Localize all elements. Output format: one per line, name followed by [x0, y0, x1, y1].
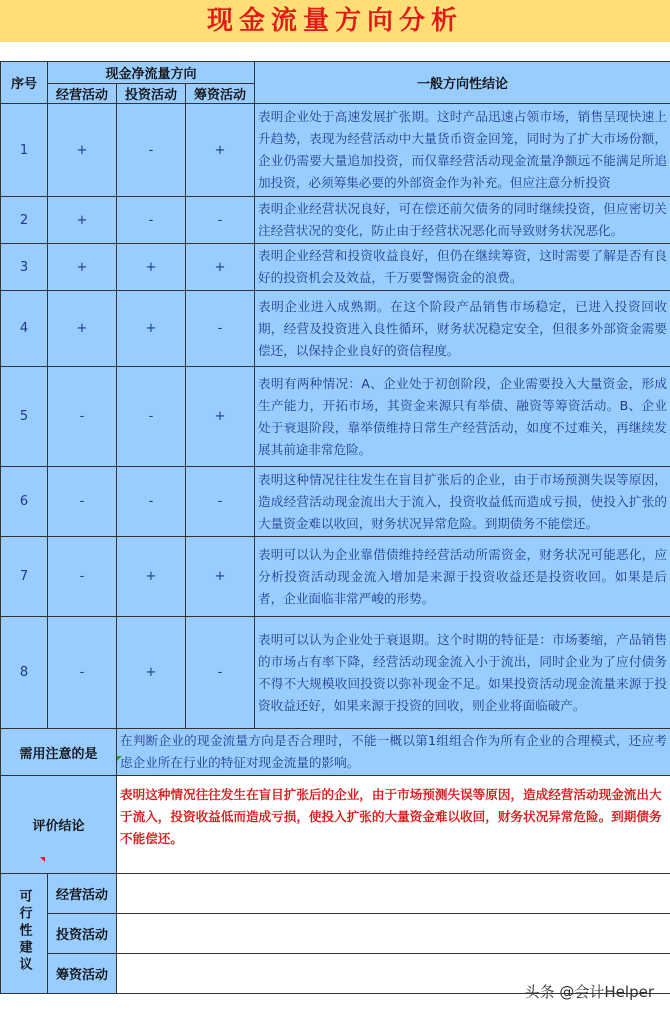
conclusion-text: 表明企业经营状况良好，可在偿还前欠债务的同时继续投资，但应密切关注经营状况的变化，防止由于经营状况恶化而导致财务状况恶化。: [255, 197, 670, 244]
conclusion-text: 表明企业处于高速发展扩张期。这时产品迅速占领市场，销售呈现快速上升趋势，表现为经营活动中大量货币资金回笼，同时为了扩大市场份额，企业仍需要大量追加投资，而仅靠经营活动现金流量净额远不能满足所追加投资，必须筹集必要的外部资金作为补充。但应注意分析投资: [255, 104, 670, 197]
row-number: 7: [1, 537, 48, 617]
operating-sign: -: [48, 617, 117, 729]
table-row: [1, 467, 670, 537]
table-row: [1, 367, 670, 467]
table-row: [1, 617, 670, 729]
financing-sign: +: [186, 537, 255, 617]
row-number: 8: [1, 617, 48, 729]
eval-text[interactable]: 表明这种情况往往发生在盲目扩张后的企业，由于市场预测失误等原因，造成经营活动现金流出大于流入，投资收益低而造成亏损，使投入扩张的大量资金难以收回，财务状况异常危险。到期债务不能偿还。: [117, 776, 670, 874]
note-row: [1, 729, 670, 776]
operating-sign: -: [48, 537, 117, 617]
eval-row: [1, 776, 670, 874]
conclusion-text: 表明有两种情况：A、企业处于初创阶段，企业需要投入大量资金，形成生产能力，开拓市场，其资金来源只有举债、融资等筹资活动。B、企业处于衰退阶段，靠举债维持日常生产经营活动，如度不过难关，再继续发展其前途非常危险。: [255, 367, 670, 467]
header-seq: 序号: [1, 62, 48, 104]
header-direction: 现金净流量方向: [48, 62, 255, 84]
financing-sign: +: [186, 367, 255, 467]
financing-sign: -: [186, 467, 255, 537]
header-investing: 投资活动: [117, 84, 186, 104]
cell-note-marker: [40, 857, 45, 862]
row-number: 4: [1, 291, 48, 367]
feasible-financing-label: 筹资活动: [48, 954, 117, 994]
operating-sign: +: [48, 197, 117, 244]
page-title: 现金流量方向分析: [0, 0, 670, 42]
table-row: [1, 291, 670, 367]
feasible-operating-input[interactable]: [117, 874, 670, 914]
investing-sign: -: [117, 467, 186, 537]
row-number: 6: [1, 467, 48, 537]
feasible-investing-input[interactable]: [117, 914, 670, 954]
investing-sign: +: [117, 537, 186, 617]
feasible-operating-label: 经营活动: [48, 874, 117, 914]
investing-sign: -: [117, 197, 186, 244]
row-number: 1: [1, 104, 48, 197]
conclusion-text: 表明企业经营和投资收益良好，但仍在继续筹资，这时需要了解是否有良好的投资机会及效益，千万要警惕资金的浪费。: [255, 244, 670, 291]
table-row: [1, 104, 670, 197]
investing-sign: -: [117, 367, 186, 467]
operating-sign: +: [48, 244, 117, 291]
watermark: 头条 @会计Helper: [524, 983, 654, 1001]
conclusion-text: 表明可以认为企业靠借债维持经营活动所需资金，财务状况可能恶化，应分析投资活动现金流入增加是来源于投资收益还是投资收回。如果是后者，企业面临非常严峻的形势。: [255, 537, 670, 617]
note-label: 需用注意的是: [1, 729, 117, 776]
operating-sign: -: [48, 467, 117, 537]
financing-sign: +: [186, 104, 255, 197]
row-number: 3: [1, 244, 48, 291]
conclusion-text: 表明这种情况往往发生在盲目扩张后的企业，由于市场预测失误等原因，造成经营活动现金流出大于流入，投资收益低而造成亏损，使投入扩张的大量资金难以收回，财务状况异常危险。到期债务不能偿还。: [255, 467, 670, 537]
header-operating: 经营活动: [48, 84, 117, 104]
conclusion-text: 表明企业进入成熟期。在这个阶段产品销售市场稳定，已进入投资回收期，经营及投资进入良性循环，财务状况稳定安全，但很多外部资金需要偿还，以保持企业良好的资信程度。: [255, 291, 670, 367]
conclusion-text: 表明可以认为企业处于衰退期。这个时期的特征是：市场萎缩，产品销售的市场占有率下降，经营活动现金流入小于流出，同时企业为了应付债务不得不大规模收回投资以弥补现金不足。如果投资活动现金流量来源于投资收益还好，如果来源于投资的回收，则企业将面临破产。: [255, 617, 670, 729]
row-number: 5: [1, 367, 48, 467]
eval-label: 评价结论: [1, 776, 117, 874]
financing-sign: +: [186, 244, 255, 291]
investing-sign: -: [117, 104, 186, 197]
financing-sign: -: [186, 617, 255, 729]
investing-sign: +: [117, 617, 186, 729]
cash-flow-table: [0, 61, 670, 994]
financing-sign: -: [186, 291, 255, 367]
header-financing: 筹资活动: [186, 84, 255, 104]
financing-sign: -: [186, 197, 255, 244]
note-text: 在判断企业的现金流量方向是否合理时，不能一概以第1组组合作为所有企业的合理模式，还应考虑企业所在行业的特征对现金流量的影响。: [117, 729, 670, 776]
feasible-row: [1, 914, 670, 954]
operating-sign: +: [48, 104, 117, 197]
row-number: 2: [1, 197, 48, 244]
operating-sign: +: [48, 291, 117, 367]
investing-sign: +: [117, 244, 186, 291]
cell-comment-marker: [117, 756, 122, 761]
feasible-investing-label: 投资活动: [48, 914, 117, 954]
feasible-row: [1, 874, 670, 914]
table-row: [1, 197, 670, 244]
table-row: [1, 537, 670, 617]
table-row: [1, 244, 670, 291]
operating-sign: -: [48, 367, 117, 467]
feasible-label: 可行性建议: [16, 889, 32, 974]
investing-sign: +: [117, 291, 186, 367]
header-conclusion: 一般方向性结论: [255, 62, 670, 104]
